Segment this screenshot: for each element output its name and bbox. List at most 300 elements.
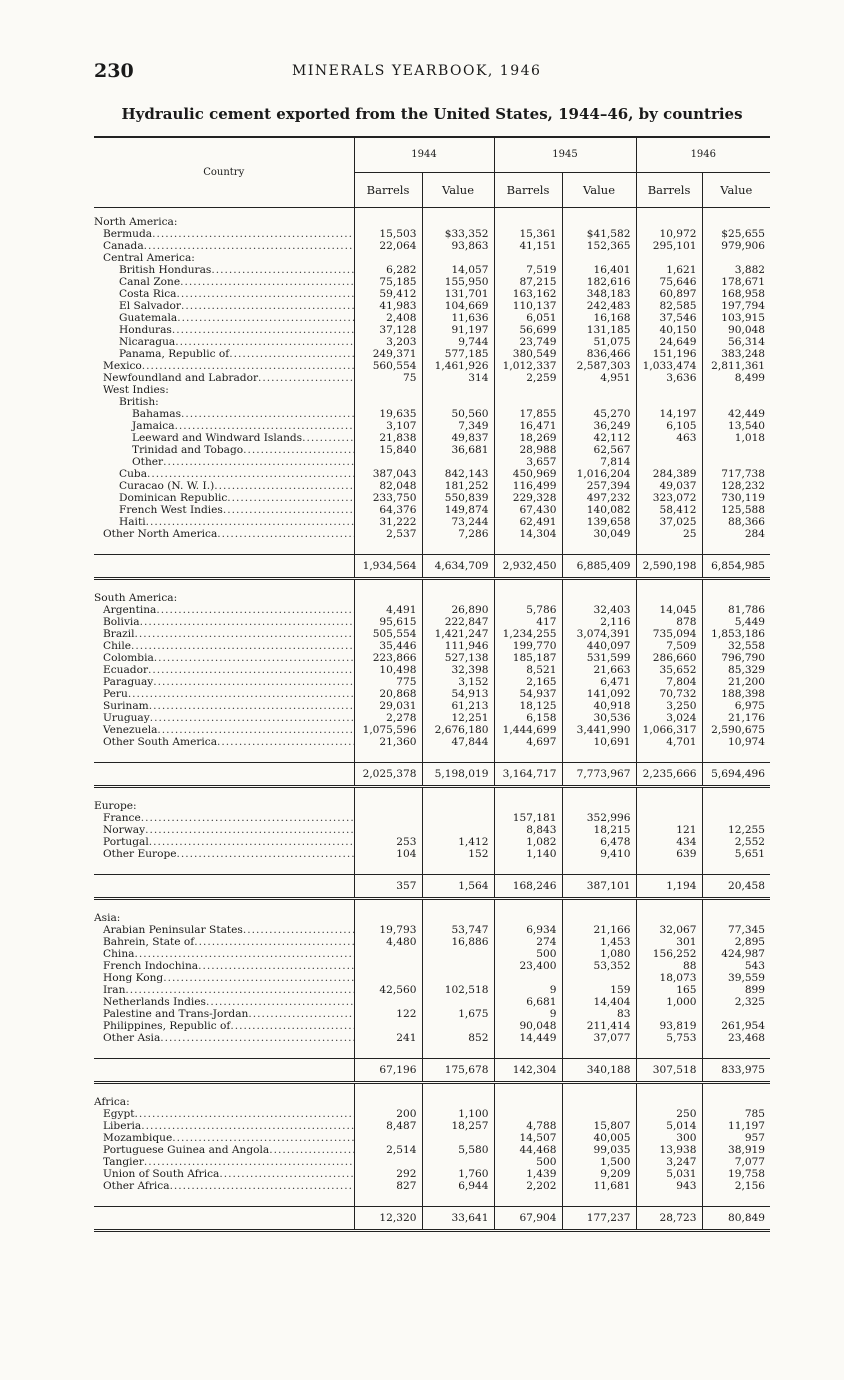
dot-leader xyxy=(176,288,353,300)
country-name: Hong Kong xyxy=(103,972,164,984)
value-cell: 15,807 xyxy=(562,1120,636,1132)
barrels-cell: 1,012,337 xyxy=(494,360,562,372)
value-cell: 91,197 xyxy=(422,324,494,336)
value-cell: 197,794 xyxy=(702,300,770,312)
table-row xyxy=(94,664,770,676)
value-cell: $25,655 xyxy=(702,228,770,240)
value-cell: 14,404 xyxy=(562,996,636,1008)
dot-leader xyxy=(181,300,354,312)
dot-leader xyxy=(140,616,354,628)
value-cell xyxy=(562,396,636,408)
value-cell: 1,853,186 xyxy=(702,628,770,640)
table-row xyxy=(94,372,770,384)
barrels-cell: 1,140 xyxy=(494,848,562,860)
dot-leader xyxy=(128,688,354,700)
spacer-row xyxy=(94,860,770,875)
value-cell: 543 xyxy=(702,960,770,972)
value-cell: 45,270 xyxy=(562,408,636,420)
table-row xyxy=(94,676,770,688)
barrels-cell: 6,105 xyxy=(636,420,702,432)
dot-leader xyxy=(163,972,353,984)
country-name: Arabian Peninsular States xyxy=(103,924,243,936)
table-row xyxy=(94,432,770,444)
table-title: Hydraulic cement exported from the United States, 1944–46, by countries xyxy=(121,105,743,123)
barrels-cell: 116,499 xyxy=(494,480,562,492)
value-cell: 7,077 xyxy=(702,1156,770,1168)
value-cell: 90,048 xyxy=(702,324,770,336)
value-cell: 14,057 xyxy=(422,264,494,276)
dot-leader xyxy=(146,516,354,528)
country-name: Ecuador xyxy=(103,664,149,676)
country-name: Bahamas xyxy=(132,408,182,420)
value-cell: 32,398 xyxy=(422,664,494,676)
country-name: Haiti xyxy=(119,516,146,528)
table-row xyxy=(94,1144,770,1156)
column-header-barrels: Barrels xyxy=(494,173,562,208)
value-cell: 1,100 xyxy=(422,1108,494,1120)
barrels-cell xyxy=(636,396,702,408)
value-cell: 2,116 xyxy=(562,616,636,628)
barrels-cell: 156,252 xyxy=(636,948,702,960)
barrels-cell: 8,843 xyxy=(494,824,562,836)
total-cell: 177,237 xyxy=(562,1207,636,1231)
barrels-cell: 1,075,596 xyxy=(354,724,422,736)
barrels-cell xyxy=(354,972,422,984)
barrels-cell: 4,480 xyxy=(354,936,422,948)
table-row xyxy=(94,300,770,312)
value-cell: 11,197 xyxy=(702,1120,770,1132)
value-cell: 11,636 xyxy=(422,312,494,324)
value-cell: 242,483 xyxy=(562,300,636,312)
dot-leader xyxy=(135,628,354,640)
value-cell: 131,701 xyxy=(422,288,494,300)
value-cell: 424,987 xyxy=(702,948,770,960)
country-name: British Honduras xyxy=(119,264,212,276)
barrels-cell: 6,051 xyxy=(494,312,562,324)
country-cell xyxy=(94,420,354,432)
country-cell xyxy=(94,384,354,396)
dot-leader xyxy=(142,360,354,372)
table-row xyxy=(94,848,770,860)
country-name: Uruguay xyxy=(103,712,150,724)
value-cell xyxy=(422,824,494,836)
country-cell xyxy=(94,276,354,288)
country-cell xyxy=(94,812,354,824)
barrels-cell: 82,048 xyxy=(354,480,422,492)
barrels-cell: 253 xyxy=(354,836,422,848)
total-cell: 1,934,564 xyxy=(354,555,422,579)
barrels-cell: 4,788 xyxy=(494,1120,562,1132)
barrels-cell: 1,082 xyxy=(494,836,562,848)
barrels-cell xyxy=(636,456,702,468)
table-row xyxy=(94,836,770,848)
spacer-row xyxy=(94,748,770,763)
table-row xyxy=(94,1180,770,1192)
barrels-cell: 165 xyxy=(636,984,702,996)
barrels-cell: 7,519 xyxy=(494,264,562,276)
barrels-cell: 40,150 xyxy=(636,324,702,336)
value-cell xyxy=(422,960,494,972)
barrels-cell: 75 xyxy=(354,372,422,384)
value-cell: 188,398 xyxy=(702,688,770,700)
barrels-cell xyxy=(494,252,562,264)
country-name: Palestine and Trans-Jordan xyxy=(103,1008,249,1020)
value-cell: 348,183 xyxy=(562,288,636,300)
value-cell: 6,975 xyxy=(702,700,770,712)
table-row xyxy=(94,736,770,748)
value-cell: 440,097 xyxy=(562,640,636,652)
barrels-cell: 229,328 xyxy=(494,492,562,504)
value-cell: 6,471 xyxy=(562,676,636,688)
barrels-cell: 25 xyxy=(636,528,702,540)
value-cell: 1,500 xyxy=(562,1156,636,1168)
barrels-cell: 31,222 xyxy=(354,516,422,528)
dot-leader xyxy=(141,812,354,824)
value-cell: 352,996 xyxy=(562,812,636,824)
barrels-cell: 37,546 xyxy=(636,312,702,324)
value-cell: 56,314 xyxy=(702,336,770,348)
value-cell: 36,681 xyxy=(422,444,494,456)
value-cell: 2,552 xyxy=(702,836,770,848)
barrels-cell: 5,014 xyxy=(636,1120,702,1132)
barrels-cell: 41,151 xyxy=(494,240,562,252)
dot-leader xyxy=(163,456,353,468)
dot-leader xyxy=(135,1108,354,1120)
country-name: Mexico xyxy=(103,360,142,372)
value-cell xyxy=(422,1156,494,1168)
value-cell: 54,913 xyxy=(422,688,494,700)
dot-leader xyxy=(181,408,353,420)
cement-exports-table xyxy=(94,136,770,1232)
section-heading-row xyxy=(94,1096,770,1108)
barrels-cell: 67,430 xyxy=(494,504,562,516)
value-cell: 18,257 xyxy=(422,1120,494,1132)
value-cell: 842,143 xyxy=(422,468,494,480)
table-row xyxy=(94,628,770,640)
barrels-cell: 323,072 xyxy=(636,492,702,504)
dot-leader xyxy=(144,240,354,252)
value-cell: 81,786 xyxy=(702,604,770,616)
barrels-cell: 1,066,317 xyxy=(636,724,702,736)
barrels-cell: 5,753 xyxy=(636,1032,702,1044)
barrels-cell: 1,234,255 xyxy=(494,628,562,640)
country-name: Cuba xyxy=(119,468,148,480)
total-row xyxy=(94,1207,770,1231)
barrels-cell: 6,282 xyxy=(354,264,422,276)
country-cell xyxy=(94,516,354,528)
dot-leader xyxy=(147,468,353,480)
barrels-cell: 7,509 xyxy=(636,640,702,652)
value-cell xyxy=(562,972,636,984)
total-cell: 67,196 xyxy=(354,1059,422,1083)
table-row xyxy=(94,312,770,324)
value-cell xyxy=(422,252,494,264)
country-cell xyxy=(94,628,354,640)
table-row xyxy=(94,996,770,1008)
value-cell xyxy=(702,456,770,468)
country-name: Portugal xyxy=(103,836,149,848)
value-cell: 159 xyxy=(562,984,636,996)
country-cell xyxy=(94,336,354,348)
table-row xyxy=(94,948,770,960)
table-row xyxy=(94,712,770,724)
value-cell: 36,249 xyxy=(562,420,636,432)
total-cell: 5,198,019 xyxy=(422,763,494,787)
country-name: France xyxy=(103,812,141,824)
country-name: China xyxy=(103,948,135,960)
value-cell: 11,681 xyxy=(562,1180,636,1192)
barrels-cell: 2,165 xyxy=(494,676,562,688)
country-name: Other xyxy=(132,456,164,468)
barrels-cell: 233,750 xyxy=(354,492,422,504)
dot-leader xyxy=(125,984,353,996)
country-cell xyxy=(94,640,354,652)
value-cell: 73,244 xyxy=(422,516,494,528)
country-name: Curacao (N. W. I.) xyxy=(119,480,215,492)
country-cell xyxy=(94,1032,354,1044)
barrels-cell: 6,158 xyxy=(494,712,562,724)
barrels-cell: 4,701 xyxy=(636,736,702,748)
value-cell: 50,560 xyxy=(422,408,494,420)
total-row xyxy=(94,555,770,579)
spacer-row xyxy=(94,787,770,801)
country-name: Netherlands Indies xyxy=(103,996,206,1008)
value-cell: $41,582 xyxy=(562,228,636,240)
country-cell xyxy=(94,372,354,384)
table-row xyxy=(94,348,770,360)
table-row xyxy=(94,492,770,504)
dot-leader xyxy=(144,1156,354,1168)
value-cell xyxy=(562,252,636,264)
value-cell: 16,886 xyxy=(422,936,494,948)
barrels-cell: 943 xyxy=(636,1180,702,1192)
barrels-cell: 16,471 xyxy=(494,420,562,432)
barrels-cell: 3,247 xyxy=(636,1156,702,1168)
table-row xyxy=(94,288,770,300)
value-cell: 1,016,204 xyxy=(562,468,636,480)
barrels-cell: 735,094 xyxy=(636,628,702,640)
barrels-cell: 15,840 xyxy=(354,444,422,456)
value-cell xyxy=(422,1132,494,1144)
country-cell xyxy=(94,1180,354,1192)
value-cell: 836,466 xyxy=(562,348,636,360)
barrels-cell xyxy=(354,1156,422,1168)
barrels-cell: 241 xyxy=(354,1032,422,1044)
table-row xyxy=(94,360,770,372)
barrels-cell: 21,360 xyxy=(354,736,422,748)
value-cell: 2,156 xyxy=(702,1180,770,1192)
total-cell: 12,320 xyxy=(354,1207,422,1231)
table-row xyxy=(94,824,770,836)
country-cell xyxy=(94,348,354,360)
country-cell xyxy=(94,228,354,240)
barrels-cell: 75,185 xyxy=(354,276,422,288)
table-row xyxy=(94,468,770,480)
total-cell: 3,164,717 xyxy=(494,763,562,787)
section-heading-row xyxy=(94,800,770,812)
value-cell xyxy=(562,384,636,396)
value-cell: 140,082 xyxy=(562,504,636,516)
value-cell: 1,412 xyxy=(422,836,494,848)
country-cell xyxy=(94,492,354,504)
total-cell: 1,564 xyxy=(422,875,494,899)
country-cell xyxy=(94,240,354,252)
table-row xyxy=(94,444,770,456)
barrels-cell: 2,259 xyxy=(494,372,562,384)
barrels-cell: 3,024 xyxy=(636,712,702,724)
country-name: French West Indies xyxy=(119,504,223,516)
barrels-cell: 417 xyxy=(494,616,562,628)
dot-leader xyxy=(180,276,353,288)
table-row xyxy=(94,1108,770,1120)
value-cell: 42,449 xyxy=(702,408,770,420)
barrels-cell: 7,804 xyxy=(636,676,702,688)
value-cell: 30,049 xyxy=(562,528,636,540)
value-cell: 182,616 xyxy=(562,276,636,288)
value-cell: 155,950 xyxy=(422,276,494,288)
value-cell: 181,252 xyxy=(422,480,494,492)
table-row xyxy=(94,972,770,984)
barrels-cell: 274 xyxy=(494,936,562,948)
value-cell: 2,587,303 xyxy=(562,360,636,372)
value-cell: 13,540 xyxy=(702,420,770,432)
value-cell xyxy=(702,444,770,456)
section-heading-row xyxy=(94,912,770,924)
dot-leader xyxy=(134,948,353,960)
dot-leader xyxy=(170,1180,354,1192)
table-row xyxy=(94,1008,770,1020)
country-cell xyxy=(94,504,354,516)
barrels-cell: 54,937 xyxy=(494,688,562,700)
barrels-cell: 387,043 xyxy=(354,468,422,480)
barrels-cell: 1,439 xyxy=(494,1168,562,1180)
table-row xyxy=(94,252,770,264)
country-name: Newfoundland and Labrador xyxy=(103,372,259,384)
column-header-year: 1946 xyxy=(636,137,770,173)
value-cell: 21,166 xyxy=(562,924,636,936)
barrels-cell: 6,681 xyxy=(494,996,562,1008)
dot-leader xyxy=(227,492,353,504)
value-cell: 785 xyxy=(702,1108,770,1120)
table-row xyxy=(94,936,770,948)
country-name: Central America: xyxy=(103,252,195,264)
value-cell: 5,449 xyxy=(702,616,770,628)
value-cell: 16,401 xyxy=(562,264,636,276)
barrels-cell: 505,554 xyxy=(354,628,422,640)
country-cell xyxy=(94,848,354,860)
barrels-cell: 44,468 xyxy=(494,1144,562,1156)
barrels-cell: 463 xyxy=(636,432,702,444)
country-name: Canal Zone xyxy=(119,276,181,288)
barrels-cell xyxy=(494,384,562,396)
spacer-row xyxy=(94,540,770,555)
barrels-cell: 163,162 xyxy=(494,288,562,300)
barrels-cell xyxy=(354,824,422,836)
value-cell: 16,168 xyxy=(562,312,636,324)
value-cell: 102,518 xyxy=(422,984,494,996)
barrels-cell: 295,101 xyxy=(636,240,702,252)
country-name: French Indochina xyxy=(103,960,199,972)
country-name: Paraguay xyxy=(103,676,154,688)
total-cell: 2,235,666 xyxy=(636,763,702,787)
table-row xyxy=(94,604,770,616)
barrels-cell: 10,498 xyxy=(354,664,422,676)
spacer-row xyxy=(94,208,770,217)
country-name: Honduras xyxy=(119,324,172,336)
country-cell xyxy=(94,1120,354,1132)
value-cell: 2,811,361 xyxy=(702,360,770,372)
dot-leader xyxy=(154,652,354,664)
value-cell: 26,890 xyxy=(422,604,494,616)
country-cell xyxy=(94,288,354,300)
dot-leader xyxy=(211,264,353,276)
table-row xyxy=(94,276,770,288)
value-cell: 531,599 xyxy=(562,652,636,664)
barrels-cell: 500 xyxy=(494,948,562,960)
value-cell: 149,874 xyxy=(422,504,494,516)
barrels-cell: 1,444,699 xyxy=(494,724,562,736)
value-cell: 131,185 xyxy=(562,324,636,336)
section-heading-row xyxy=(94,216,770,228)
barrels-cell: 2,537 xyxy=(354,528,422,540)
value-cell: 7,349 xyxy=(422,420,494,432)
barrels-cell: 9 xyxy=(494,1008,562,1020)
value-cell: 12,255 xyxy=(702,824,770,836)
barrels-cell: 10,972 xyxy=(636,228,702,240)
section-heading: Africa: xyxy=(94,1096,130,1108)
value-cell: 3,882 xyxy=(702,264,770,276)
barrels-cell xyxy=(354,996,422,1008)
section-heading: South America: xyxy=(94,592,178,604)
barrels-cell: 18,073 xyxy=(636,972,702,984)
country-cell xyxy=(94,924,354,936)
total-cell: 1,194 xyxy=(636,875,702,899)
table-row xyxy=(94,240,770,252)
spacer-row xyxy=(94,579,770,593)
column-header-year: 1945 xyxy=(494,137,636,173)
barrels-cell xyxy=(354,456,422,468)
barrels-cell xyxy=(354,384,422,396)
table-row xyxy=(94,408,770,420)
value-cell: 18,215 xyxy=(562,824,636,836)
barrels-cell: 32,067 xyxy=(636,924,702,936)
barrels-cell: 878 xyxy=(636,616,702,628)
country-cell xyxy=(94,712,354,724)
spacer-row xyxy=(94,1083,770,1097)
value-cell: 12,251 xyxy=(422,712,494,724)
barrels-cell: 14,449 xyxy=(494,1032,562,1044)
value-cell: 3,074,391 xyxy=(562,628,636,640)
value-cell: 83 xyxy=(562,1008,636,1020)
country-cell xyxy=(94,528,354,540)
barrels-cell: 223,866 xyxy=(354,652,422,664)
barrels-cell: 110,137 xyxy=(494,300,562,312)
dot-leader xyxy=(153,676,353,688)
barrels-cell: 284,389 xyxy=(636,468,702,480)
value-cell: 261,954 xyxy=(702,1020,770,1032)
value-cell: 2,895 xyxy=(702,936,770,948)
barrels-cell: 1,033,474 xyxy=(636,360,702,372)
table-row xyxy=(94,264,770,276)
table-row xyxy=(94,336,770,348)
country-name: Chile xyxy=(103,640,131,652)
country-name: El Salvador xyxy=(119,300,181,312)
total-row xyxy=(94,875,770,899)
barrels-cell: 62,491 xyxy=(494,516,562,528)
country-cell xyxy=(94,468,354,480)
country-name: Philippines, Republic of xyxy=(103,1020,231,1032)
value-cell xyxy=(702,812,770,824)
